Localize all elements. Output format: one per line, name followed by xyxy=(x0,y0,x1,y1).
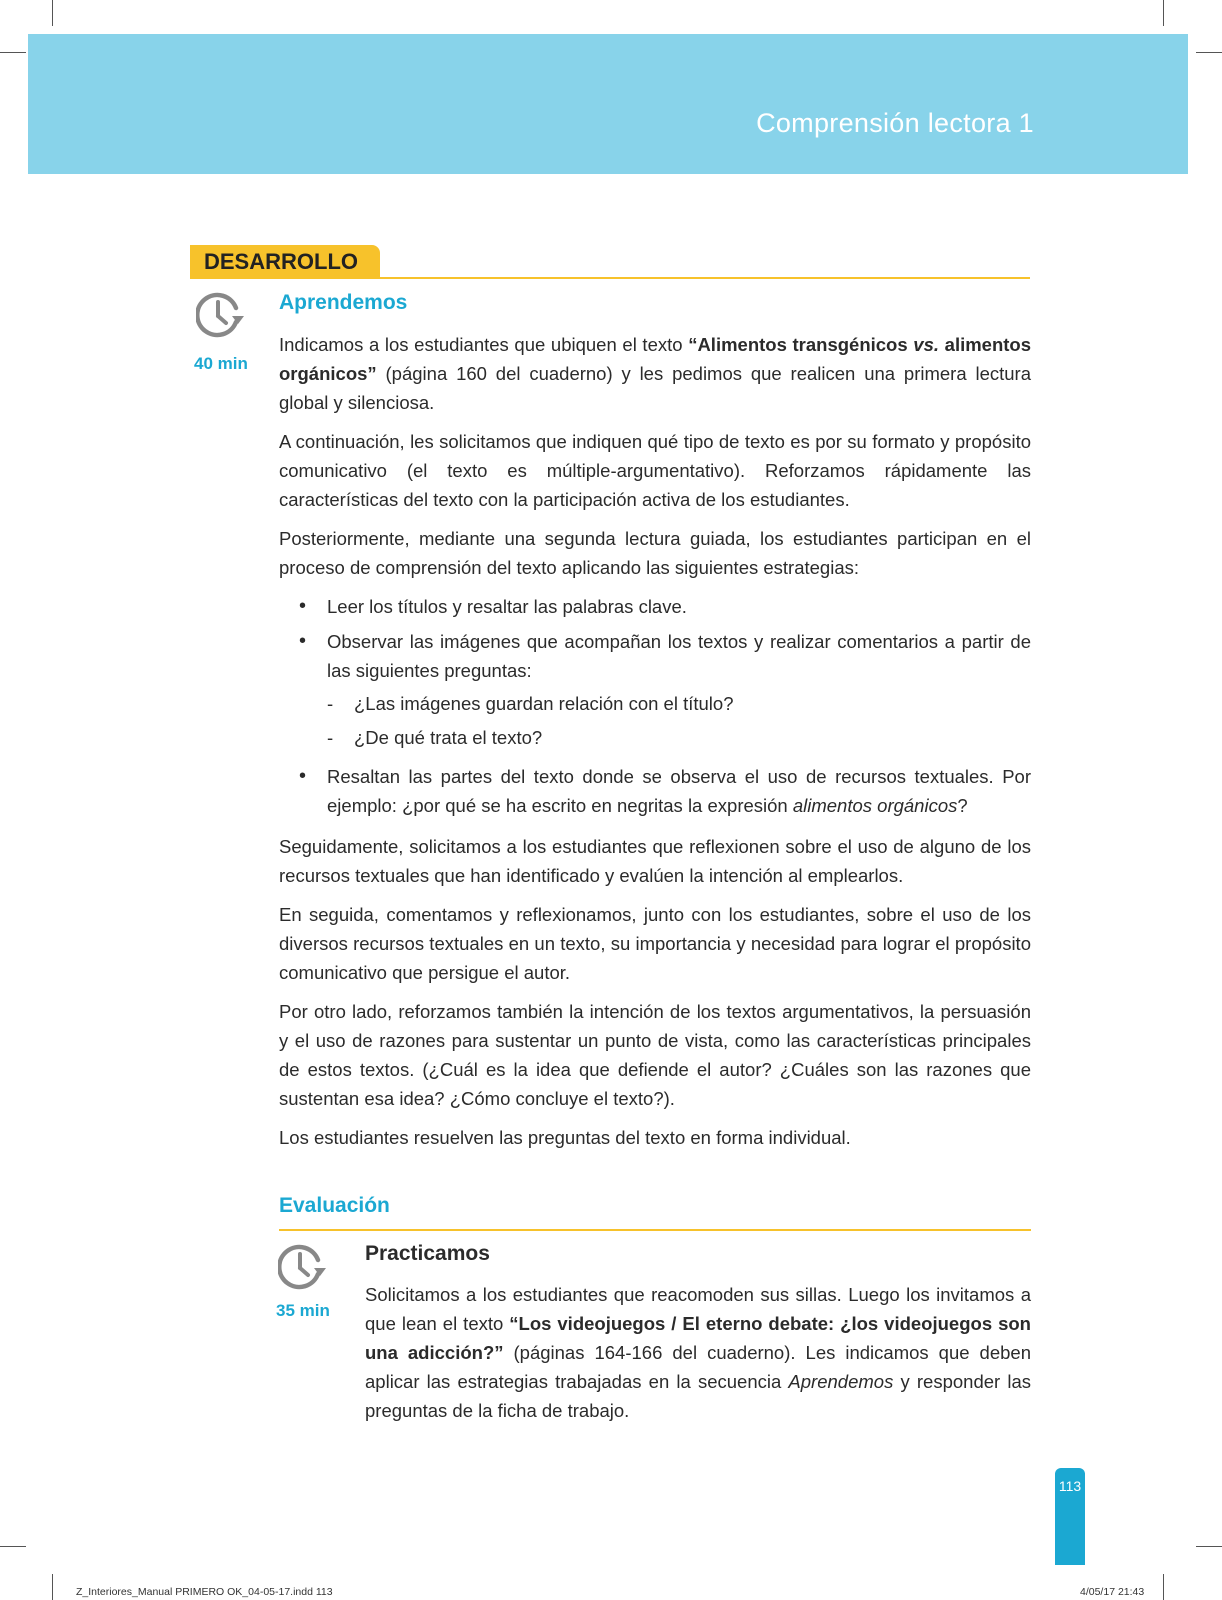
question-list xyxy=(327,689,1031,752)
strategy-list xyxy=(279,592,1031,820)
list-item: - ¿De qué trata el texto? xyxy=(327,723,1031,752)
paragraph: En seguida, comentamos y reflexionamos, junto con los estudiantes, sobre el uso de los diversos recursos textuales en un texto, su importancia y necesidad para lograr el propósito comunicativo que persigue el autor. xyxy=(279,904,1031,983)
evaluacion-heading: Evaluación xyxy=(279,1194,390,1217)
clock-icon xyxy=(196,292,248,340)
paragraph: Indicamos a los estudiantes que ubiquen el texto “Alimentos transgénicos vs. alimentos orgánicos” (página 160 del cuaderno) y les pedimos que realicen una primera lectura global y silenciosa. xyxy=(279,334,1032,413)
paragraph: A continuación, les solicitamos que indiquen qué tipo de texto es por su formato y propósito comunicativo (el texto es múltiple-argumentativo). Reforzamos rápidamente las características del texto con la participación activa de los estudiantes. xyxy=(279,431,1031,510)
list-item: • Resaltan las partes del texto donde se observa el uso de recursos textuales. Por ejemplo: ¿por qué se ha escrito en negritas la expresión alimentos orgánicos? xyxy=(279,762,1031,820)
paragraph: Los estudiantes resuelven las preguntas del texto en forma individual. xyxy=(279,1127,851,1148)
aprendemos-heading: Aprendemos xyxy=(279,291,408,314)
practicamos-heading: Practicamos xyxy=(365,1242,490,1265)
crop-mark xyxy=(1196,1546,1222,1547)
clock-icon xyxy=(278,1244,330,1292)
crop-mark xyxy=(1196,52,1222,53)
crop-mark xyxy=(1163,0,1164,26)
paragraph: Solicitamos a los estudiantes que reacomoden sus sillas. Luego los invitamos a que lean el texto “Los videojuegos / El eterno debate: ¿los videojuegos son una adicción?” (páginas 164-166 del cuaderno). Les indicamos que deben aplicar las estrategias trabajadas en la secuencia Aprendemos y responder las preguntas de la ficha de trabajo. xyxy=(365,1284,1032,1421)
time-label-aprendemos: 40 min xyxy=(194,354,248,373)
section-rule xyxy=(190,277,1030,279)
crop-mark xyxy=(0,52,26,53)
crop-mark xyxy=(52,0,53,26)
paragraph: Seguidamente, solicitamos a los estudiantes que reflexionen sobre el uso de alguno de los recursos textuales que han identificado y evalúen la intención al emplearlos. xyxy=(279,836,1031,886)
list-item: - ¿Las imágenes guardan relación con el título? xyxy=(327,689,1031,718)
list-item-text: Observar las imágenes que acompañan los textos y realizar comentarios a partir de las siguientes preguntas: xyxy=(327,631,1031,681)
time-label-practicamos: 35 min xyxy=(276,1301,330,1320)
section-tab: DESARROLLO xyxy=(190,245,380,279)
page-number: 113 xyxy=(1058,1478,1082,1494)
header-title: Comprensión lectora 1 xyxy=(756,108,1034,138)
list-item xyxy=(279,627,1031,752)
header-band xyxy=(28,34,1188,174)
file-slug: Z_Interiores_Manual PRIMERO OK_04-05-17.indd 113 xyxy=(76,1586,333,1598)
crop-mark xyxy=(0,1546,26,1547)
paragraph: Por otro lado, reforzamos también la intención de los textos argumentativos, la persuasión y el uso de razones para sustentar un punto de vista, como las características principales de estos textos. (¿Cuál es la idea que defiende el autor? ¿Cuáles son las razones que sustentan esa idea? ¿Cómo concluye el texto?). xyxy=(279,1001,1031,1109)
practicamos-body xyxy=(365,1280,1031,1435)
paragraph: Posteriormente, mediante una segunda lectura guiada, los estudiantes participan en el proceso de comprensión del texto aplicando las siguientes estrategias: xyxy=(279,528,1031,578)
crop-mark xyxy=(1163,1574,1164,1600)
date-slug: 4/05/17 21:43 xyxy=(1080,1586,1145,1598)
crop-mark xyxy=(52,1574,53,1600)
evaluacion-rule xyxy=(279,1229,1031,1231)
list-item: • Leer los títulos y resaltar las palabras clave. xyxy=(279,592,1031,621)
aprendemos-body xyxy=(279,330,1031,1162)
